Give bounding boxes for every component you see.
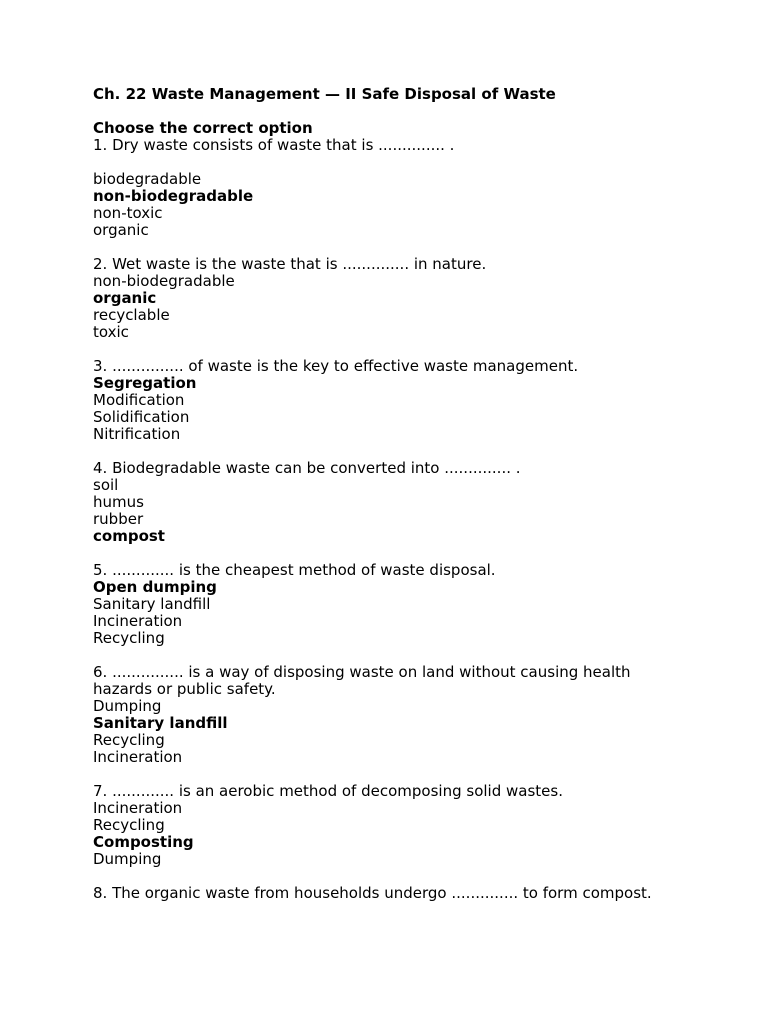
answer-option: toxic	[93, 323, 129, 341]
correct-option: Segregation	[93, 374, 197, 392]
answer-option: biodegradable	[93, 170, 202, 188]
question-block	[93, 460, 683, 545]
correct-option: compost	[93, 527, 165, 545]
answer-option: organic	[93, 221, 149, 239]
question-text: 3. ............... of waste is the key to effective waste management.	[93, 357, 579, 375]
answer-option: Solidification	[93, 408, 190, 426]
question-block	[93, 562, 683, 647]
question-block	[93, 137, 683, 239]
question-text: 6. ............... is a way of disposing waste on land without causing health hazards or public safety.	[93, 663, 631, 698]
answer-option: Incineration	[93, 799, 183, 817]
answer-option: Sanitary landfill	[93, 595, 211, 613]
question-block	[93, 664, 683, 766]
answer-option: non-toxic	[93, 204, 163, 222]
correct-option: Open dumping	[93, 578, 217, 596]
question-text: 2. Wet waste is the waste that is .............. in nature.	[93, 255, 487, 273]
question-text: 1. Dry waste consists of waste that is .............. .	[93, 136, 455, 154]
question-text: 7. ............. is an aerobic method of decomposing solid wastes.	[93, 782, 563, 800]
answer-option: non-biodegradable	[93, 272, 235, 290]
answer-option: Recycling	[93, 816, 165, 834]
question-text: 4. Biodegradable waste can be converted into .............. .	[93, 459, 521, 477]
question-block	[93, 358, 683, 443]
answer-option: recyclable	[93, 306, 170, 324]
answer-option: humus	[93, 493, 144, 511]
page-title: Ch. 22 Waste Management — II Safe Disposal of Waste	[93, 85, 556, 103]
document-page	[93, 86, 683, 919]
answer-option: soil	[93, 476, 119, 494]
question-block	[93, 256, 683, 341]
question-text: 5. ............. is the cheapest method of waste disposal.	[93, 561, 496, 579]
correct-option: Composting	[93, 833, 194, 851]
answer-option: Incineration	[93, 612, 183, 630]
spacer	[93, 154, 683, 171]
answer-option: Recycling	[93, 629, 165, 647]
correct-option: non-biodegradable	[93, 187, 254, 205]
answer-option: Modification	[93, 391, 185, 409]
answer-option: Dumping	[93, 697, 162, 715]
correct-option: Sanitary landfill	[93, 714, 228, 732]
answer-option: rubber	[93, 510, 144, 528]
question-text: 8. The organic waste from households undergo .............. to form compost.	[93, 884, 652, 902]
question-block	[93, 783, 683, 868]
answer-option: Incineration	[93, 748, 183, 766]
answer-option: Dumping	[93, 850, 162, 868]
question-list	[93, 137, 683, 902]
answer-option: Recycling	[93, 731, 165, 749]
answer-option: Nitrification	[93, 425, 181, 443]
correct-option: organic	[93, 289, 157, 307]
instruction-heading: Choose the correct option	[93, 119, 313, 137]
question-block	[93, 885, 683, 902]
